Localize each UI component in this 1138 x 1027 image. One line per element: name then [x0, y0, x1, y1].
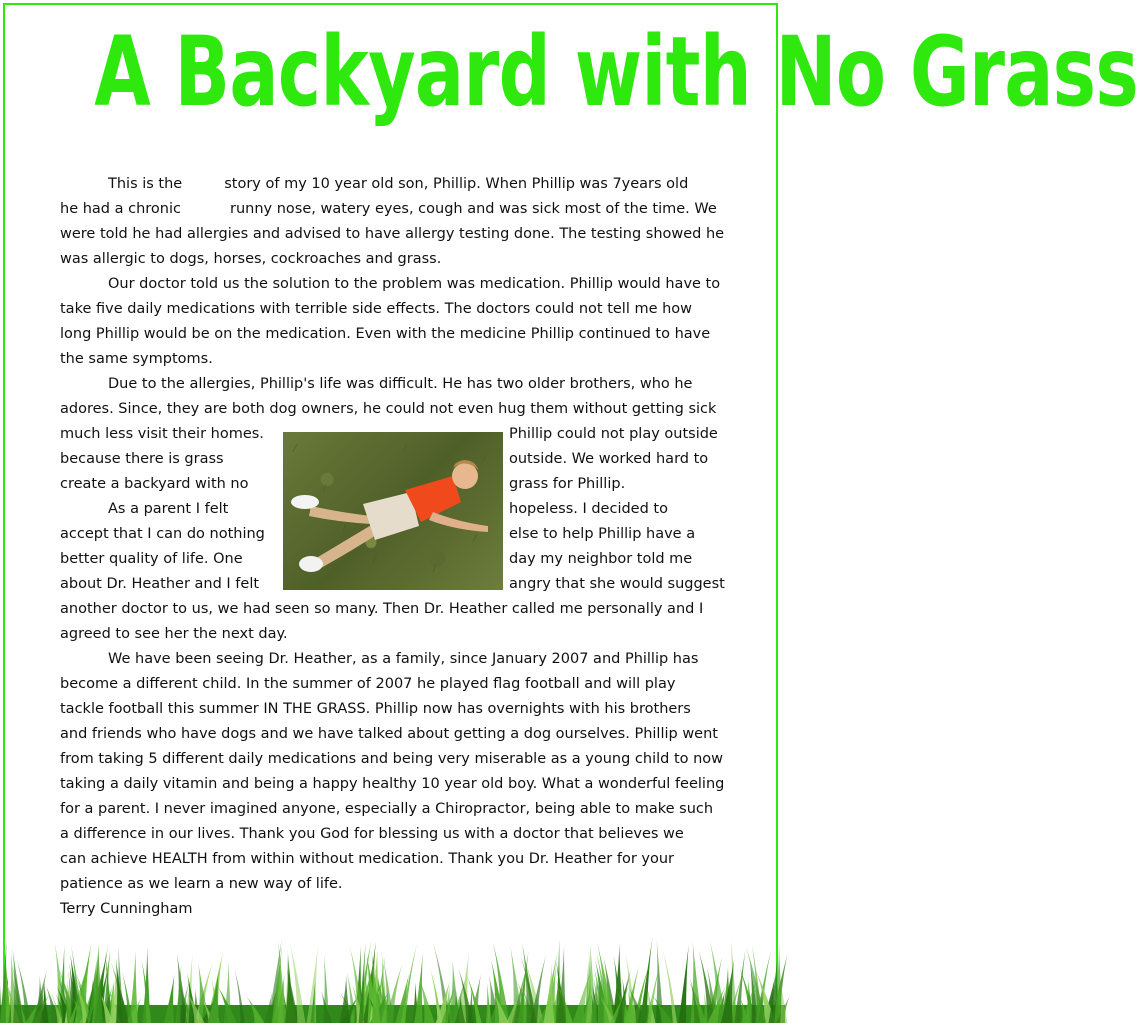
- paragraph-line: from taking 5 different daily medications and being very miserable as a young child to now: [60, 751, 724, 767]
- paragraph-line: patience as we learn a new way of life.: [60, 876, 343, 892]
- paragraph-line: better quality of life. One day my neighbor told me: [60, 551, 693, 567]
- paragraph-line: taking a daily vitamin and being a happy healthy 10 year old boy. What a wonderful feeling: [60, 776, 725, 792]
- paragraph-line: the same symptoms.: [60, 351, 213, 367]
- paragraph-line: become a different child. In the summer of 2007 he played flag football and will play: [60, 676, 676, 692]
- paragraph-line: for a parent. I never imagined anyone, especially a Chiropractor, being able to make such: [60, 801, 714, 817]
- paragraph-line: were told he had allergies and advised to have allergy testing done. The testing showed he: [60, 226, 725, 242]
- paragraph-line: create a backyard with no grass for Phillip.: [60, 476, 626, 492]
- paragraph-line: a difference in our lives. Thank you God for blessing us with a doctor that believes we: [60, 826, 684, 842]
- paragraph-line: agreed to see her the next day.: [60, 626, 288, 642]
- grass-border-decoration: [0, 935, 785, 1023]
- paragraph-line: Due to the allergies, Phillip's life was difficult. He has two older brothers, who he: [108, 376, 693, 392]
- paragraph-line: was allergic to dogs, horses, cockroaches and grass.: [60, 251, 442, 267]
- paragraph-line: another doctor to us, we had seen so many. Then Dr. Heather called me personally and I: [60, 601, 704, 617]
- paragraph-line: about Dr. Heather and I felt angry that she would suggest: [60, 576, 725, 592]
- paragraph-line: Our doctor told us the solution to the problem was medication. Phillip would have to: [108, 276, 721, 292]
- paragraph-line: he had a chronic runny nose, watery eyes, cough and was sick most of the time. We: [60, 201, 717, 217]
- paragraph-line: long Phillip would be on the medication. Even with the medicine Phillip continued to have: [60, 326, 711, 342]
- paragraph-line: can achieve HEALTH from within without medication. Thank you Dr. Heather for your: [60, 851, 675, 867]
- paragraph-line: take five daily medications with terrible side effects. The doctors could not tell me how: [60, 301, 693, 317]
- paragraph-line: This is the story of my 10 year old son, Phillip. When Phillip was 7years old: [108, 176, 689, 192]
- boy-lying-on-grass-photo: [283, 432, 503, 590]
- page-title: A Backyard with No Grass: [94, 16, 1138, 128]
- paragraph-line: We have been seeing Dr. Heather, as a family, since January 2007 and Phillip has: [108, 651, 699, 667]
- paragraph-line: much less visit their homes. Phillip could not play outside: [60, 426, 718, 442]
- paragraph-line: adores. Since, they are both dog owners, he could not even hug them without getting sick: [60, 401, 717, 417]
- paragraph-line: As a parent I felt hopeless. I decided to: [108, 501, 668, 517]
- signature: Terry Cunningham: [60, 901, 193, 917]
- paragraph-line: tackle football this summer IN THE GRASS. Phillip now has overnights with his brothers: [60, 701, 691, 717]
- paragraph-line: and friends who have dogs and we have talked about getting a dog ourselves. Phillip went: [60, 726, 718, 742]
- paragraph-line: accept that I can do nothing else to help Phillip have a: [60, 526, 696, 542]
- paragraph-line: because there is grass outside. We worked hard to: [60, 451, 709, 467]
